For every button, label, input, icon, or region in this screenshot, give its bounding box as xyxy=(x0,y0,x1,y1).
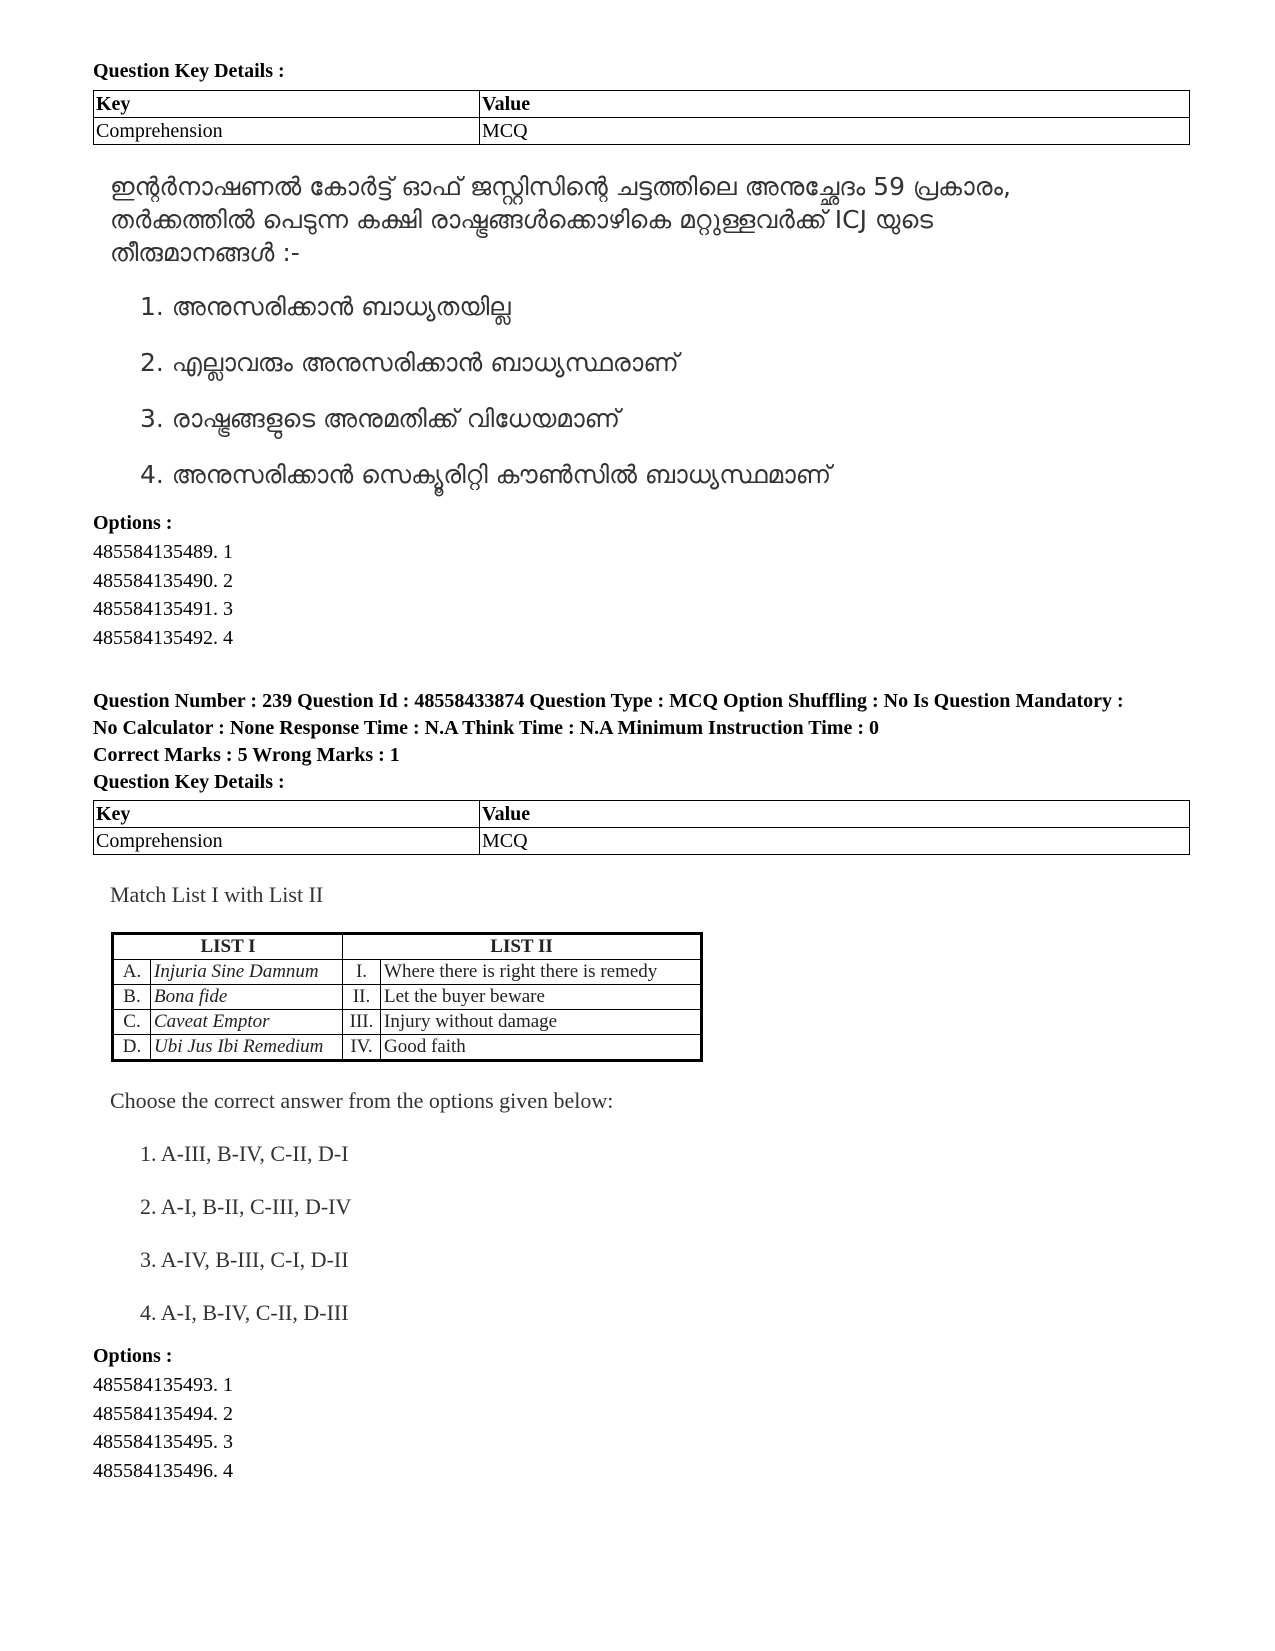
list-i-term: Caveat Emptor xyxy=(151,1010,343,1035)
value-header: Value xyxy=(480,91,1190,118)
q1-key-table-header xyxy=(94,91,1190,118)
list-i-label: D. xyxy=(113,1035,151,1061)
q2-instruction: Match List I with List II xyxy=(110,882,324,907)
value-cell: MCQ xyxy=(480,118,1190,145)
q1-key-details-heading: Question Key Details : xyxy=(93,60,285,82)
q1-option: 485584135492. 4 xyxy=(93,627,233,650)
list-ii-term: Where there is right there is remedy xyxy=(381,960,702,985)
q1-question-line: തീരുമാനങ്ങൾ :- xyxy=(110,238,300,267)
list-i-term: Injuria Sine Damnum xyxy=(151,960,343,985)
list-i-term: Ubi Jus Ibi Remedium xyxy=(151,1035,343,1061)
list-i-label: A. xyxy=(113,960,151,985)
key-header: Key xyxy=(94,801,480,828)
q2-key-table-row xyxy=(94,828,1190,855)
list-ii-header: LIST II xyxy=(343,934,702,960)
q2-prompt: Choose the correct answer from the options given below: xyxy=(110,1088,614,1113)
match-table-row xyxy=(113,960,702,985)
q1-key-table-row xyxy=(94,118,1190,145)
q2-choice: 4. A-I, B-IV, C-II, D-III xyxy=(140,1300,349,1325)
q1-choice: 1. അനുസരിക്കാൻ ബാധ്യതയില്ല xyxy=(140,292,511,321)
q1-option: 485584135491. 3 xyxy=(93,598,233,621)
q2-choice: 2. A-I, B-II, C-III, D-IV xyxy=(140,1194,352,1219)
q2-choice: 3. A-IV, B-III, C-I, D-II xyxy=(140,1247,349,1272)
q2-key-table-header xyxy=(94,801,1190,828)
q2-match-table xyxy=(111,932,703,1062)
q2-marks: Correct Marks : 5 Wrong Marks : 1 xyxy=(93,744,400,766)
list-ii-term: Let the buyer beware xyxy=(381,985,702,1010)
q1-key-table xyxy=(93,90,1190,145)
match-table-header xyxy=(113,934,702,960)
q1-choice: 2. എല്ലാവരും അനുസരിക്കാൻ ബാധ്യസ്ഥരാണ് xyxy=(140,348,679,377)
match-table-row xyxy=(113,1035,702,1061)
q2-meta-line2: No Calculator : None Response Time : N.A Think Time : N.A Minimum Instruction Time : 0 xyxy=(93,717,879,739)
q2-key-details-heading: Question Key Details : xyxy=(93,771,285,793)
list-i-label: C. xyxy=(113,1010,151,1035)
q2-options-heading: Options : xyxy=(93,1345,173,1367)
match-table-row xyxy=(113,1010,702,1035)
list-ii-label: I. xyxy=(343,960,381,985)
q2-options-list xyxy=(93,1371,233,1486)
list-i-header: LIST I xyxy=(113,934,343,960)
q2-key-table xyxy=(93,800,1190,855)
q1-question-line: തർക്കത്തിൽ പെടുന്ന കക്ഷി രാഷ്ട്രങ്ങൾക്കൊഴികെ മറ്റുള്ളവർക്ക് ICJ യുടെ xyxy=(110,205,934,234)
q2-option: 485584135495. 3 xyxy=(93,1431,233,1454)
key-cell: Comprehension xyxy=(94,118,480,145)
q1-question-line: ഇന്റർനാഷണൽ കോർട്ട് ഓഫ് ജസ്റ്റിസിന്റെ ചട്ടത്തിലെ അനുച്ഛേദം 59 പ്രകാരം, xyxy=(110,172,1011,201)
list-ii-term: Good faith xyxy=(381,1035,702,1061)
key-cell: Comprehension xyxy=(94,828,480,855)
list-ii-label: III. xyxy=(343,1010,381,1035)
q1-options-list xyxy=(93,538,233,653)
value-header: Value xyxy=(480,801,1190,828)
value-cell: MCQ xyxy=(480,828,1190,855)
q1-options-heading: Options : xyxy=(93,512,173,534)
list-i-term: Bona fide xyxy=(151,985,343,1010)
q1-choice: 3. രാഷ്ട്രങ്ങളുടെ അനുമതിക്ക് വിധേയമാണ് xyxy=(140,404,620,433)
q1-option: 485584135489. 1 xyxy=(93,541,233,563)
list-i-label: B. xyxy=(113,985,151,1010)
list-ii-label: IV. xyxy=(343,1035,381,1061)
list-ii-label: II. xyxy=(343,985,381,1010)
list-ii-term: Injury without damage xyxy=(381,1010,702,1035)
q2-option: 485584135494. 2 xyxy=(93,1402,233,1425)
q2-meta-line1: Question Number : 239 Question Id : 48558433874 Question Type : MCQ Option Shuffling : No Is Question Mandatory : xyxy=(93,690,1124,712)
q1-choice: 4. അനുസരിക്കാൻ സെക്യൂരിറ്റി കൗൺസിൽ ബാധ്യസ്ഥമാണ് xyxy=(140,460,832,489)
key-header: Key xyxy=(94,91,480,118)
q2-option: 485584135496. 4 xyxy=(93,1460,233,1483)
match-table-row xyxy=(113,985,702,1010)
q2-option: 485584135493. 1 xyxy=(93,1374,233,1396)
q2-choice: 1. A-III, B-IV, C-II, D-I xyxy=(140,1141,349,1166)
q1-option: 485584135490. 2 xyxy=(93,569,233,592)
